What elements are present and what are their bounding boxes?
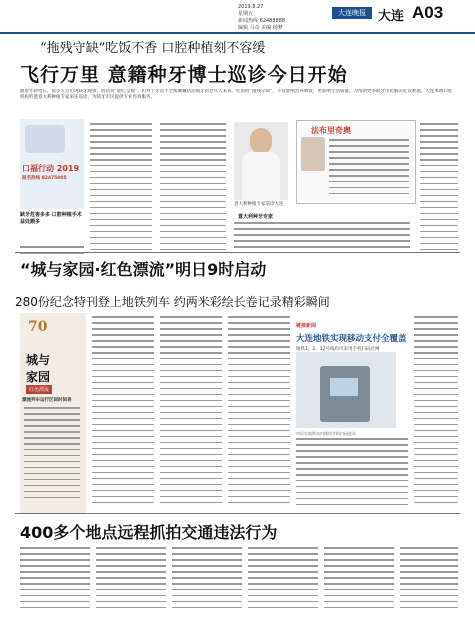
story1-lead: 随着年龄增长，很多人会出现缺牙现象，俗话说“能吃是福”，但对于牙齿不全或佩戴活动假牙的老年人来说，吃饭时“拖残守缺”，不仅影响营养吸收，更影响生活质量。为帮助更多缺牙市民解决吃饭难题，大连本地口腔机构特邀意大利种植专家来连巡诊，为缺牙市民提供专业咨询服务。	[20, 89, 453, 100]
issue-date: 2019.8.27	[238, 4, 264, 10]
header-meta	[238, 4, 333, 32]
campaign-hotline: 报名热线 82475005	[22, 176, 67, 181]
issue-weekday: 星期五	[238, 11, 254, 17]
campaign-title: 口福行动 2019	[22, 164, 80, 173]
expert-bio	[329, 139, 409, 199]
story2-headline: “城与家园·红色漂流”明日9时启动	[20, 260, 267, 279]
sidebar-subhead: 地铁1、2、12号线均可采用手机扫码过闸	[296, 347, 380, 352]
story3-col1	[20, 547, 90, 613]
story2-body-col2	[160, 316, 222, 508]
oral-campaign-box	[20, 119, 84, 209]
anniversary-logo: 70	[28, 319, 48, 335]
story1-body-right	[420, 123, 458, 255]
news-hotline: 新闻热线 62488888	[238, 18, 286, 24]
doctor-caption: 意大利种植专家巡诊大连	[234, 202, 284, 207]
story2-subhead: 280份纪念特刊登上地铁列车 约两米彩绘长卷记录精彩瞬间	[15, 295, 330, 309]
story1-body-col2	[160, 123, 226, 255]
doctor-name: 意大利种牙专家	[238, 214, 274, 220]
story3-headline: 400多个地点远程抓拍交通违法行为	[20, 523, 278, 542]
story3-col5	[324, 547, 394, 613]
left-subhead: 缺牙危害多多 口腔种植手术益处颇多	[20, 212, 82, 225]
expert-portrait	[301, 137, 325, 171]
story3-col6	[400, 547, 458, 613]
story1-body-bottom	[234, 222, 410, 252]
doctor-head	[250, 128, 272, 154]
campaign-badge	[25, 125, 65, 153]
expert-profile-panel	[296, 120, 416, 204]
sidebar-label: 链接新闻	[296, 323, 317, 329]
story3-col2	[96, 547, 166, 613]
metro-photo-caption: 市民在地铁站内使用手机扫码进站	[296, 431, 356, 436]
story1-kicker: “拖残守缺”吃饭不香 口腔种植刻不容缓	[40, 41, 266, 56]
ad-schedule-list	[24, 407, 80, 503]
doctor-coat	[242, 152, 280, 200]
ad-title-2: 家园	[26, 370, 51, 384]
story2-body-col3	[228, 316, 290, 508]
sidebar-body	[296, 438, 408, 510]
ad-tag: 红色漂流	[26, 385, 52, 394]
doctor-photo	[234, 122, 288, 200]
edition-label: 大连	[378, 8, 405, 23]
ad-title-1: 城与	[26, 353, 51, 367]
editor-credits: 编辑 马奇 美编 杨梦	[238, 25, 283, 31]
sidebar-body-right	[414, 316, 458, 508]
story3-col4	[248, 547, 318, 613]
story3-col3	[172, 547, 242, 613]
ad-schedule-title: 漂流列车运行区间时间表	[22, 398, 72, 403]
masthead-logo: 大连晚报	[332, 7, 372, 19]
expert-name: 法布里奇奥	[311, 126, 351, 135]
page-header	[0, 0, 475, 34]
story2-body-col1	[92, 316, 154, 508]
story1-headline: 飞行万里 意籍种牙博士巡诊今日开始	[20, 64, 348, 86]
sidebar-headline: 大连地铁实现移动支付全覆盖	[296, 334, 407, 344]
city-home-ad	[20, 313, 86, 513]
section-divider	[15, 252, 460, 253]
section-divider-2	[15, 513, 460, 514]
page-number: A03	[412, 3, 444, 22]
metro-gate-photo	[296, 352, 396, 428]
story1-body-col1	[90, 123, 152, 255]
gate-screen	[330, 378, 358, 396]
